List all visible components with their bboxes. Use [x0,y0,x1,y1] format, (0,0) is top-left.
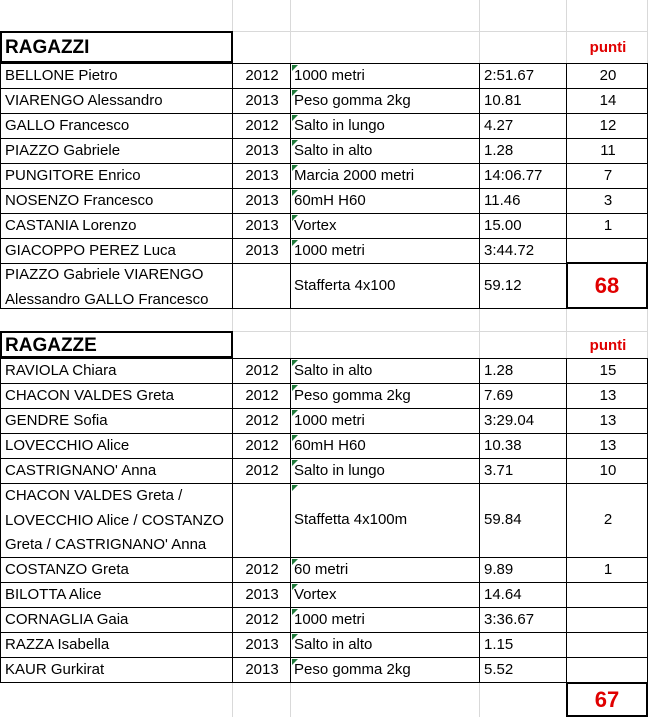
event: Stafferta 4x100 [294,277,396,294]
cell-marker-icon [292,634,298,640]
athlete-name: RAVIOLA Chiara [5,362,117,379]
cell-marker-icon [292,485,298,491]
result: 5.52 [484,661,514,678]
result: 4.27 [484,117,514,134]
cell-marker-icon [292,460,298,466]
result: 2:51.67 [484,67,535,84]
result: 15.00 [484,217,522,234]
event: Staffetta 4x100m [294,511,408,528]
result: 3:29.04 [484,412,535,429]
athlete-name: NOSENZO Francesco [5,192,154,209]
result: 10.81 [484,92,522,109]
birth-year: 2013 [245,142,279,159]
points: 10 [599,462,617,479]
birth-year: 2013 [245,217,279,234]
cell-marker-icon [292,385,298,391]
points: 1 [603,561,613,578]
table-border [0,63,1,308]
result: 3:44.72 [484,242,535,259]
cell-marker-icon [292,584,298,590]
birth-year: 2012 [245,67,279,84]
event: Vortex [294,217,337,234]
event: 60mH H60 [294,437,366,454]
points: 2 [603,511,613,528]
birth-year: 2012 [245,611,279,628]
event: Salto in lungo [294,117,385,134]
event: Vortex [294,586,337,603]
cell-marker-icon [292,215,298,221]
birth-year: 2012 [245,117,279,134]
event: 1000 metri [294,412,365,429]
result: 7.69 [484,387,514,404]
result: 11.46 [484,192,521,209]
event: Salto in lungo [294,462,385,479]
points-header: punti [589,39,627,56]
points: 15 [599,362,617,379]
relay-team-names: PIAZZO Gabriele VIARENGO Alessandro GALLO Francesco [5,266,209,308]
birth-year: 2013 [245,192,279,209]
section-title-ragazzi: RAGAZZI [5,37,90,58]
event: Peso gomma 2kg [294,387,411,404]
athlete-name: LOVECCHIO Alice [5,437,130,454]
athlete-name: PIAZZO Gabriele [5,142,121,159]
points: 1 [603,217,613,234]
event: Peso gomma 2kg [294,92,411,109]
athlete-name: CORNAGLIA Gaia [5,611,129,628]
event: Marcia 2000 metri [294,167,415,184]
points: 20 [599,67,617,84]
cell-marker-icon [292,115,298,121]
birth-year: 2013 [245,586,279,603]
result: 14.64 [484,586,522,603]
event: 1000 metri [294,67,365,84]
section-title-ragazze: RAGAZZE [5,335,97,356]
cell-marker-icon [292,190,298,196]
points: 12 [599,117,617,134]
result: 9.89 [484,561,514,578]
athlete-name: GENDRE Sofia [5,412,108,429]
athlete-name: COSTANZO Greta [5,561,129,578]
result: 59.84 [484,511,522,528]
birth-year: 2012 [245,437,279,454]
birth-year: 2013 [245,92,279,109]
event: Salto in alto [294,142,373,159]
result: 1.28 [484,142,514,159]
birth-year: 2012 [245,561,279,578]
points: 3 [603,192,613,209]
result: 3.71 [484,462,514,479]
points: 13 [599,387,617,404]
result: 1.28 [484,362,514,379]
athlete-name: GIACOPPO PEREZ Luca [5,242,176,259]
points: 13 [599,412,617,429]
points-header: punti [589,337,627,354]
athlete-name: CHACON VALDES Greta [5,387,174,404]
cell-marker-icon [292,90,298,96]
table-border [0,682,648,683]
birth-year: 2012 [245,412,279,429]
athlete-name: VIARENGO Alessandro [5,92,163,109]
event: Peso gomma 2kg [294,661,411,678]
athlete-name: BILOTTA Alice [5,586,102,603]
birth-year: 2012 [245,362,279,379]
table-border [479,63,480,308]
athlete-name: KAUR Gurkirat [5,661,105,678]
total-points-ragazzi: 68 [594,273,620,298]
athlete-name: CASTANIA Lorenzo [5,217,137,234]
points: 14 [599,92,617,109]
points: 13 [599,437,617,454]
cell-marker-icon [292,410,298,416]
cell-marker-icon [292,559,298,565]
result: 1.15 [484,636,514,653]
event: Salto in alto [294,362,373,379]
athlete-name: CASTRIGNANO' Anna [5,462,157,479]
result: 3:36.67 [484,611,535,628]
relay-team-names: CHACON VALDES Greta / LOVECCHIO Alice / COSTANZO Greta / CASTRIGNANO' Anna [5,487,224,553]
cell-marker-icon [292,609,298,615]
athlete-name: BELLONE Pietro [5,67,118,84]
event: 60mH H60 [294,192,366,209]
birth-year: 2013 [245,636,279,653]
points: 11 [600,142,616,159]
cell-marker-icon [292,140,298,146]
cell-marker-icon [292,240,298,246]
cell-marker-icon [292,165,298,171]
athlete-name: PUNGITORE Enrico [5,167,141,184]
event: 60 metri [294,561,349,578]
birth-year: 2013 [245,661,279,678]
event: 1000 metri [294,611,365,628]
birth-year: 2012 [245,462,279,479]
birth-year: 2013 [245,167,279,184]
result: 10.38 [484,437,522,454]
cell-marker-icon [292,65,298,71]
table-border [0,358,1,682]
birth-year: 2012 [245,387,279,404]
result: 59.12 [484,277,522,294]
event: 1000 metri [294,242,365,259]
event: Salto in alto [294,636,373,653]
birth-year: 2013 [245,242,279,259]
table-border [479,358,480,682]
athlete-name: RAZZA Isabella [5,636,110,653]
cell-marker-icon [292,435,298,441]
cell-marker-icon [292,360,298,366]
points: 7 [603,167,613,184]
total-points-ragazze: 67 [594,687,620,712]
cell-marker-icon [292,659,298,665]
athlete-name: GALLO Francesco [5,117,130,134]
result: 14:06.77 [484,167,543,184]
